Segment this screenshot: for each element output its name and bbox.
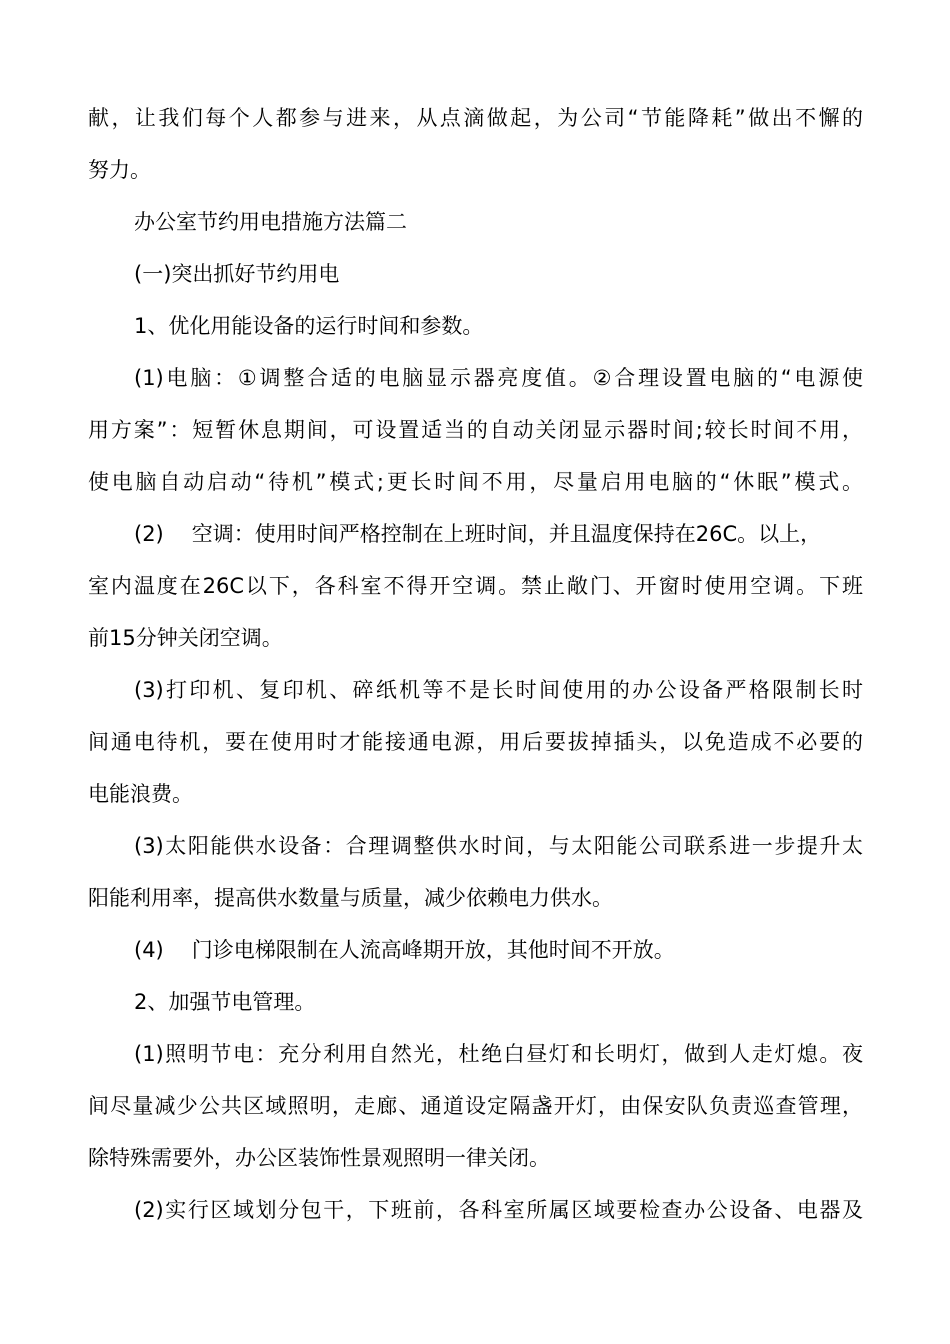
paragraph-line: (3)太阳能供水设备：合理调整供水时间，与太阳能公司联系进一步提升太 [134, 834, 863, 858]
paragraph-line [88, 924, 863, 976]
paragraph-line [88, 508, 863, 560]
paragraph-line: 室内温度在26C以下，各科室不得开空调。禁止敞门、开窗时使用空调。下班 [88, 574, 863, 598]
list-marker: (2) [134, 522, 164, 546]
section-title: 办公室节约用电措施方法篇二 [134, 210, 407, 234]
item-heading: 2、加强节电管理。 [134, 990, 316, 1014]
paragraph-line: 使电脑自动启动“待机”模式;更长时间不用，尽量启用电脑的“休眠”模式。 [88, 470, 863, 494]
subsection-heading: (一)突出抓好节约用电 [134, 262, 340, 286]
paragraph-line: (1)电脑：①调整合适的电脑显示器亮度值。②合理设置电脑的“电源使 [134, 366, 863, 390]
paragraph-line: 前15分钟关闭空调。 [88, 626, 283, 650]
paragraph-line: 间尽量减少公共区域照明，走廊、通道设定隔盏开灯，由保安队负责巡查管理， [88, 1094, 863, 1118]
paragraph-line: (1)照明节电：充分利用自然光，杜绝白昼灯和长明灯，做到人走灯熄。夜 [134, 1042, 863, 1066]
paragraph-line: 除特殊需要外，办公区装饰性景观照明一律关闭。 [88, 1146, 550, 1170]
paragraph-text: 门诊电梯限制在人流高峰期开放，其他时间不开放。 [191, 938, 675, 962]
list-marker: (4) [134, 938, 164, 962]
paragraph-line: 电能浪费。 [88, 782, 193, 806]
item-heading: 1、优化用能设备的运行时间和参数。 [134, 314, 484, 338]
paragraph-line: (2)实行区域划分包干，下班前，各科室所属区域要检查办公设备、电器及 [134, 1198, 863, 1222]
paragraph-line: 献，让我们每个人都参与进来，从点滴做起，为公司“节能降耗”做出不懈的 [88, 106, 863, 130]
document-body [88, 92, 863, 1236]
paragraph-line: 努力。 [88, 158, 151, 182]
paragraph-line: 阳能利用率，提高供水数量与质量，减少依赖电力供水。 [88, 886, 613, 910]
paragraph-text: 空调：使用时间严格控制在上班时间，并且温度保持在26C。以上， [191, 522, 822, 546]
paragraph-line: 间通电待机，要在使用时才能接通电源，用后要拔掉插头，以免造成不必要的 [88, 730, 863, 754]
paragraph-line: 用方案”：短暂休息期间，可设置适当的自动关闭显示器时间;较长时间不用， [88, 418, 863, 442]
paragraph-line: (3)打印机、复印机、碎纸机等不是长时间使用的办公设备严格限制长时 [134, 678, 863, 702]
